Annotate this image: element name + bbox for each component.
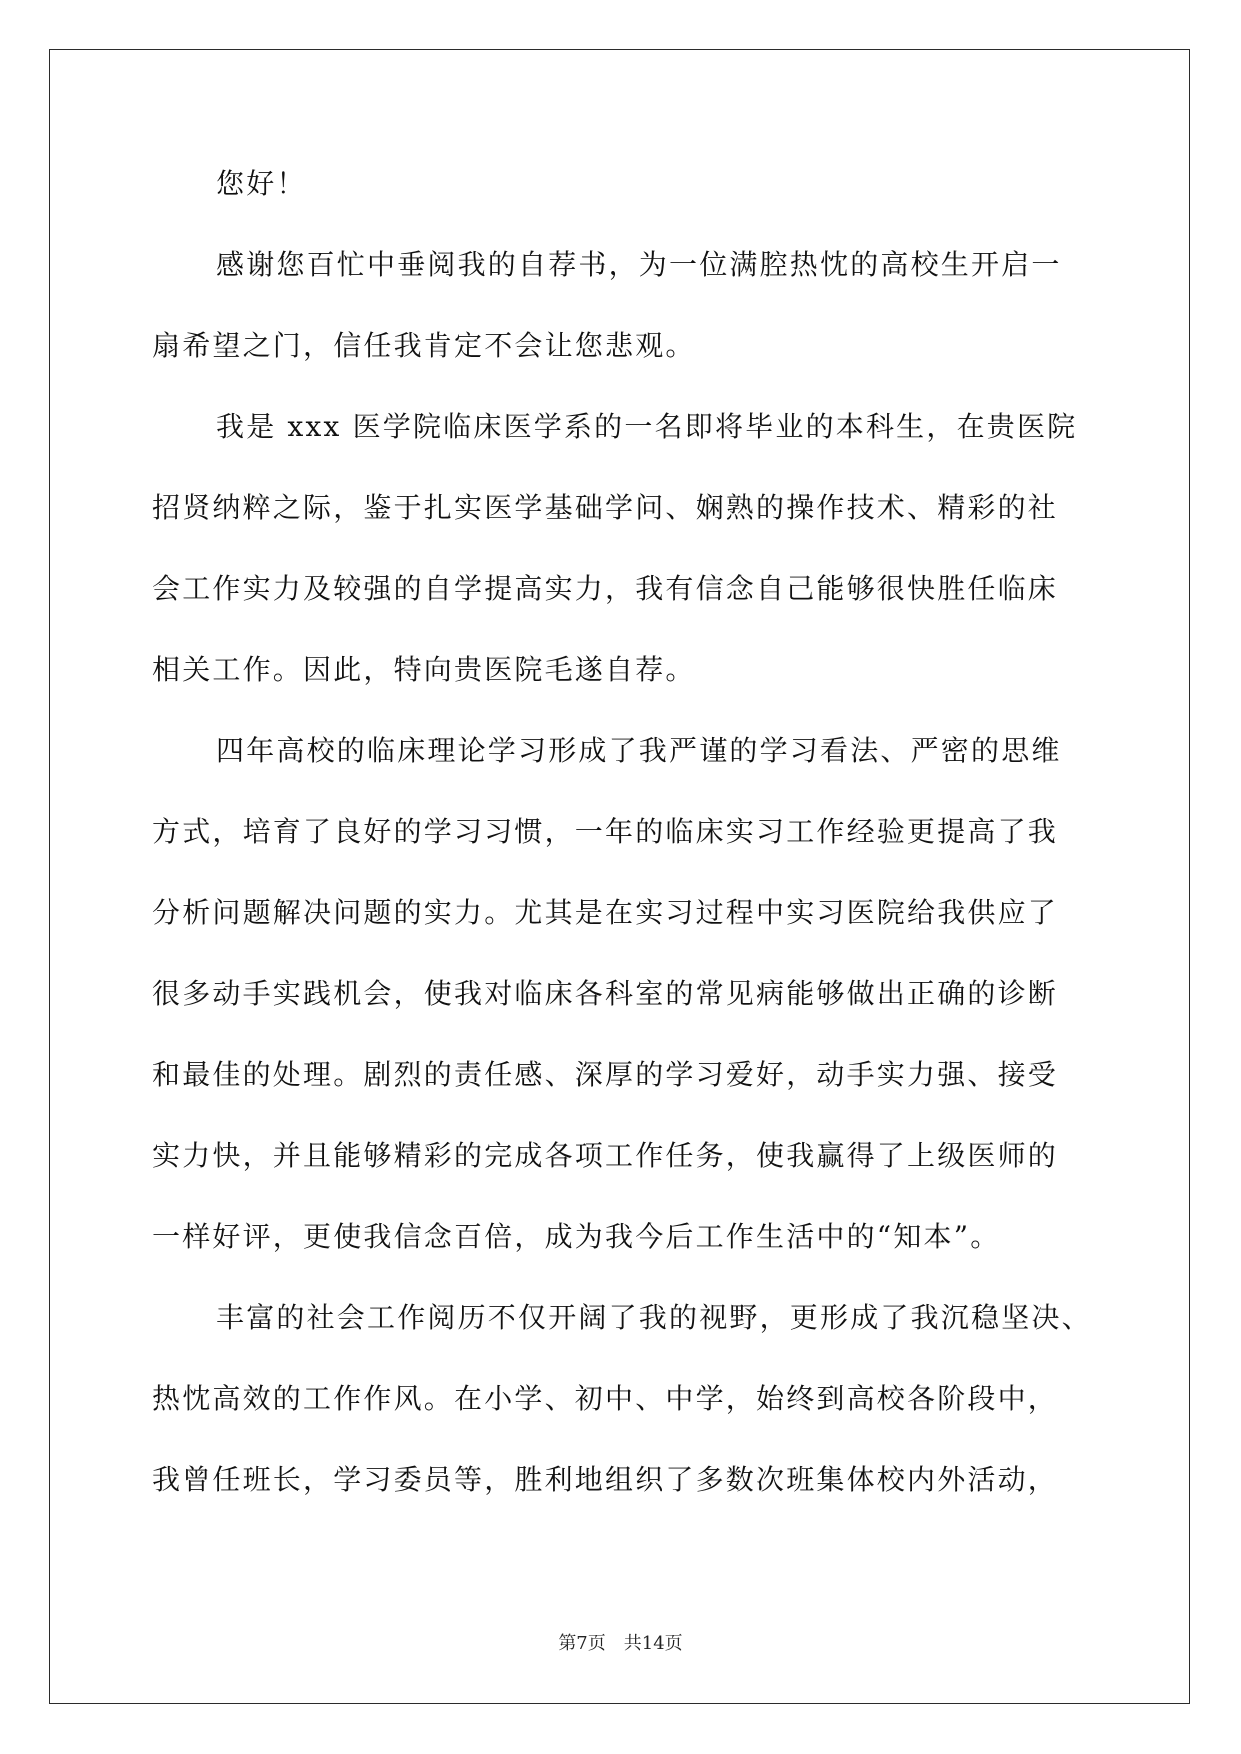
text-line: 一样好评，更使我信念百倍，成为我今后工作生活中的“知本”。 bbox=[152, 1220, 1001, 1253]
text-line: 和最佳的处理。剧烈的责任感、深厚的学习爱好，动手实力强、接受 bbox=[152, 1058, 1059, 1091]
text-line: 很多动手实践机会，使我对临床各科室的常见病能够做出正确的诊断 bbox=[152, 977, 1059, 1010]
text-line: 热忱高效的工作作风。在小学、初中、中学，始终到高校各阶段中， bbox=[152, 1382, 1059, 1415]
salutation: 您好！ bbox=[216, 167, 307, 200]
text-line: 扇希望之门，信任我肯定不会让您悲观。 bbox=[152, 329, 696, 362]
page-footer bbox=[0, 1629, 1241, 1655]
text-line: 我是 xxx 医学院临床医学系的一名即将毕业的本科生，在贵医院 bbox=[216, 410, 1078, 443]
text-line: 方式，培育了良好的学习习惯，一年的临床实习工作经验更提高了我 bbox=[152, 815, 1059, 848]
text-line: 感谢您百忙中垂阅我的自荐书，为一位满腔热忱的高校生开启一 bbox=[216, 248, 1062, 281]
page-number-total: 共14页 bbox=[623, 1633, 683, 1654]
text-line: 分析问题解决问题的实力。尤其是在实习过程中实习医院给我供应了 bbox=[152, 896, 1059, 929]
text-line: 相关工作。因此，特向贵医院毛遂自荐。 bbox=[152, 653, 696, 686]
text-line: 我曾任班长，学习委员等，胜利地组织了多数次班集体校内外活动， bbox=[152, 1463, 1059, 1496]
text-line: 会工作实力及较强的自学提高实力，我有信念自己能够很快胜任临床 bbox=[152, 572, 1059, 605]
text-line: 四年高校的临床理论学习形成了我严谨的学习看法、严密的思维 bbox=[216, 734, 1062, 767]
text-line: 实力快，并且能够精彩的完成各项工作任务，使我赢得了上级医师的 bbox=[152, 1139, 1059, 1172]
text-line: 招贤纳粹之际，鉴于扎实医学基础学问、娴熟的操作技术、精彩的社 bbox=[152, 491, 1059, 524]
document-body bbox=[152, 168, 1137, 1545]
page-number-current: 第7页 bbox=[558, 1633, 606, 1654]
text-line: 丰富的社会工作阅历不仅开阔了我的视野，更形成了我沉稳坚决、 bbox=[216, 1301, 1092, 1334]
